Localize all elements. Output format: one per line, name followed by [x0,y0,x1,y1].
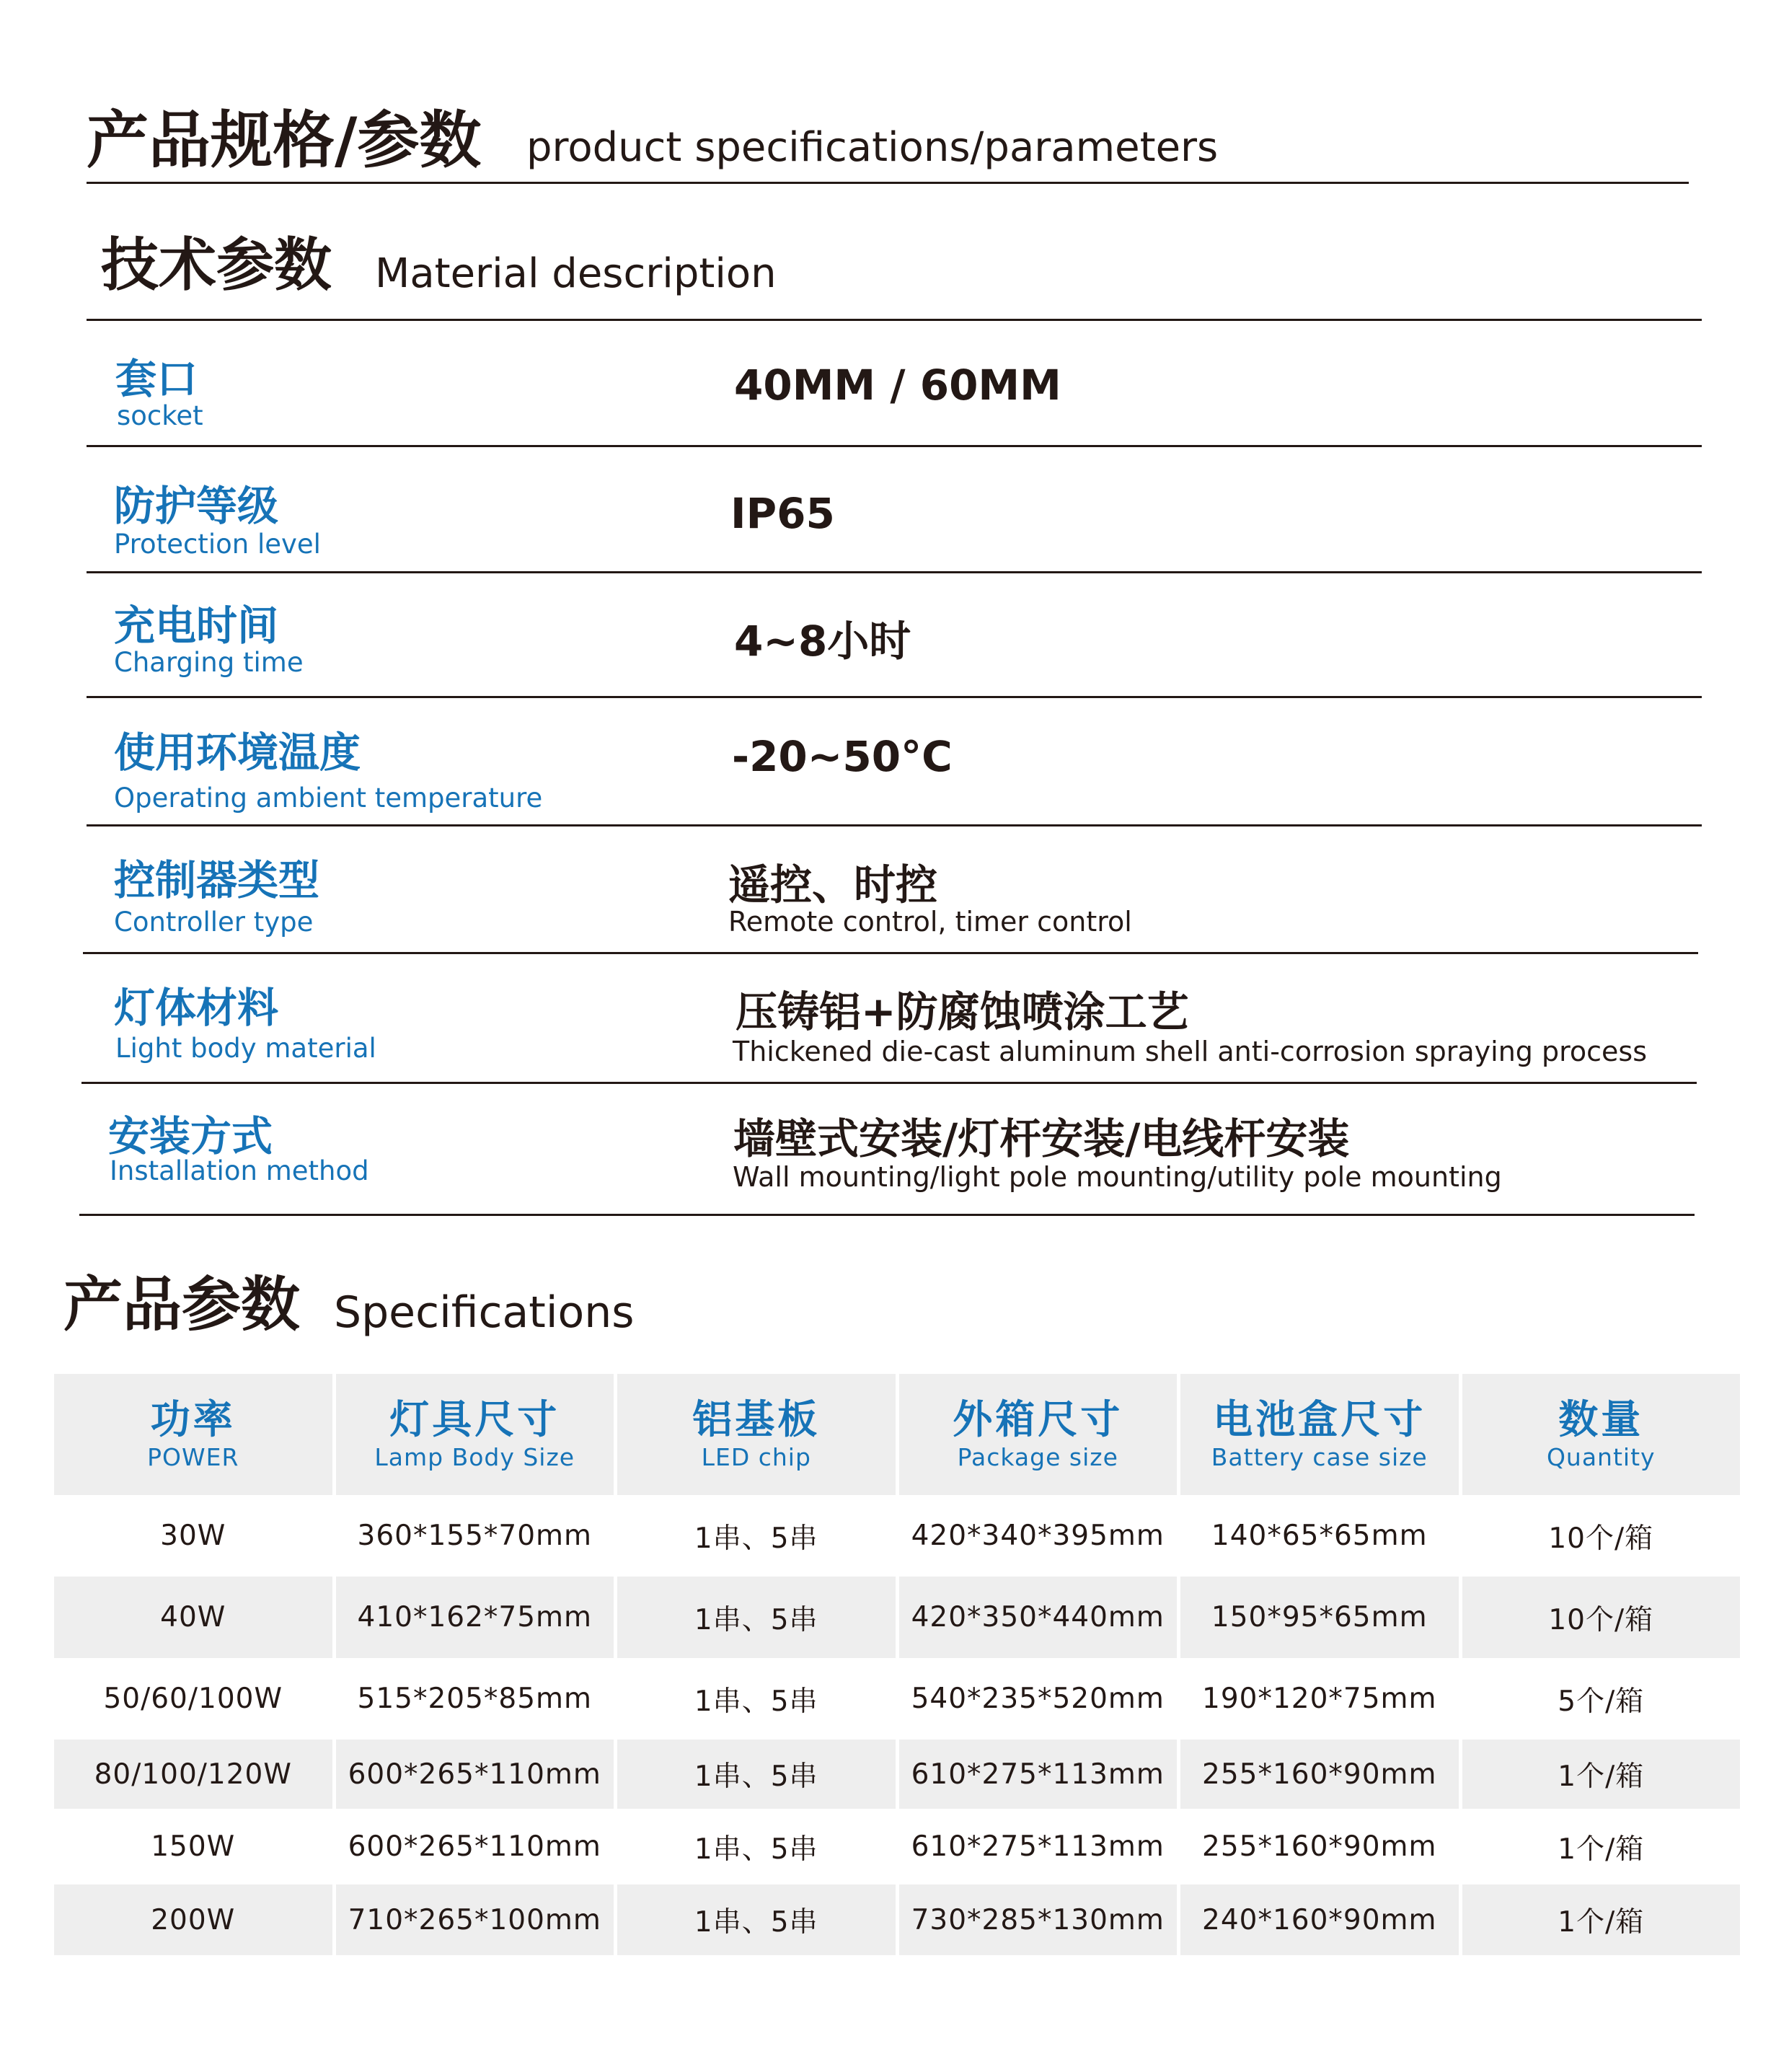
specs-section-subtitle: Specifications [334,1287,635,1338]
tech-row-divider [87,445,1702,447]
spec-label-controller: 控制器类型 [114,857,319,904]
table-cell-battery-size: 255*160*90mm [1180,1740,1459,1809]
spec-label-charging-en: Charging time [114,647,304,678]
col-header-battery-size [1180,1374,1459,1495]
spec-value-temperature: -20~50°C [732,732,953,781]
col-header-label: 铝基板 [692,1396,821,1442]
page-title: 产品规格/参数 [87,105,482,177]
spec-label-material-en: Light body material [115,1033,376,1064]
table-cell-quantity: 1个/箱 [1462,1884,1741,1955]
col-header-lamp-size [336,1374,614,1495]
col-header-label-en: Quantity [1546,1443,1656,1471]
table-cell-power: 30W [160,1520,226,1552]
table-cell-lamp-size: 710*265*100mm [336,1884,614,1955]
table-cell-battery-size: 190*120*75mm [1202,1683,1437,1715]
spec-value-installation: 墙壁式安装/灯杆安装/电线杆安装 [733,1114,1350,1163]
table-cell-led-chip: 1串、5串 [694,1522,818,1555]
table-cell-power: 40W [54,1577,332,1658]
spec-label-socket: 套口 [115,356,198,403]
table-cell-quantity: 10个/箱 [1462,1577,1741,1658]
spec-label-temperature: 使用环境温度 [114,729,361,777]
tech-row-divider [87,571,1702,573]
table-cell-quantity: 1个/箱 [1558,1833,1645,1866]
col-header-label-en: Battery case size [1211,1443,1428,1471]
spec-label-temperature-en: Operating ambient temperature [114,782,543,814]
tech-top-divider [87,319,1702,321]
spec-value-material: 压铸铝+防腐蚀喷涂工艺 [736,987,1189,1036]
spec-label-material: 灯体材料 [114,984,278,1032]
spec-label-installation-en: Installation method [110,1155,369,1186]
spec-value-material-en: Thickened die-cast aluminum shell anti-corrosion spraying process [733,1036,1648,1067]
tech-row-divider [87,824,1702,826]
tech-row-divider [87,696,1702,698]
spec-value-charging: 4~8小时 [734,617,911,666]
spec-label-installation: 安装方式 [108,1113,273,1160]
col-header-quantity [1462,1374,1741,1495]
spec-value-protection: IP65 [730,489,835,538]
table-cell-lamp-size: 515*205*85mm [357,1683,592,1715]
table-cell-lamp-size: 600*265*110mm [348,1830,601,1863]
table-cell-power: 200W [54,1884,332,1955]
table-cell-led-chip: 1串、5串 [694,1685,818,1718]
col-header-label: 外箱尺寸 [953,1396,1123,1442]
col-header-label: 数量 [1558,1396,1644,1442]
table-cell-package-size: 420*340*395mm [911,1520,1165,1552]
page-subtitle: product specifications/parameters [526,124,1219,171]
col-header-power [54,1374,332,1495]
tech-row-divider [83,952,1698,954]
spec-value-controller: 遥控、时控 [728,860,938,909]
table-cell-led-chip: 1串、5串 [617,1577,896,1658]
col-header-label-en: POWER [147,1443,239,1471]
col-header-label-en: LED chip [701,1443,811,1471]
table-cell-package-size: 420*350*440mm [899,1577,1178,1658]
col-header-package-size [899,1374,1178,1495]
table-cell-package-size: 540*235*520mm [911,1683,1165,1715]
col-header-label: 灯具尺寸 [389,1396,560,1442]
table-cell-quantity: 5个/箱 [1558,1685,1645,1718]
tech-section-subtitle: Material description [375,250,777,297]
spec-label-socket-en: socket [117,400,203,431]
spec-label-controller-en: Controller type [114,907,314,938]
table-cell-power: 80/100/120W [54,1740,332,1809]
spec-value-socket: 40MM / 60MM [734,361,1061,410]
table-cell-lamp-size: 360*155*70mm [357,1520,592,1552]
tech-section-title: 技术参数 [101,232,332,299]
table-cell-lamp-size: 600*265*110mm [336,1740,614,1809]
col-header-label: 电池盒尺寸 [1213,1396,1426,1442]
table-cell-led-chip: 1串、5串 [617,1884,896,1955]
table-cell-package-size: 610*275*113mm [899,1740,1178,1809]
table-cell-battery-size: 255*160*90mm [1202,1830,1437,1863]
spec-value-controller-en: Remote control, timer control [728,906,1132,938]
table-cell-battery-size: 150*95*65mm [1180,1577,1459,1658]
table-cell-battery-size: 240*160*90mm [1180,1884,1459,1955]
table-cell-led-chip: 1串、5串 [617,1740,896,1809]
spec-label-charging: 充电时间 [114,602,278,650]
table-cell-battery-size: 140*65*65mm [1211,1520,1428,1552]
tech-row-divider [81,1082,1697,1084]
spec-table [54,1374,1740,1955]
spec-value-installation-en: Wall mounting/light pole mounting/utility pole mounting [733,1161,1502,1193]
col-header-label-en: Package size [957,1443,1118,1471]
table-cell-power: 50/60/100W [103,1683,283,1715]
tech-bottom-divider [79,1214,1695,1216]
table-cell-lamp-size: 410*162*75mm [336,1577,614,1658]
spec-label-protection-en: Protection level [114,529,321,560]
spec-label-protection: 防护等级 [114,482,278,530]
table-cell-package-size: 610*275*113mm [911,1830,1165,1863]
table-cell-package-size: 730*285*130mm [899,1884,1178,1955]
col-header-label: 功率 [150,1396,236,1442]
table-cell-quantity: 10个/箱 [1548,1522,1654,1555]
specs-section-title: 产品参数 [63,1271,301,1339]
table-cell-quantity: 1个/箱 [1462,1740,1741,1809]
header-divider [87,182,1689,184]
table-cell-power: 150W [151,1830,236,1863]
col-header-label-en: Lamp Body Size [374,1443,575,1471]
col-header-led-chip [617,1374,896,1495]
table-cell-led-chip: 1串、5串 [694,1833,818,1866]
